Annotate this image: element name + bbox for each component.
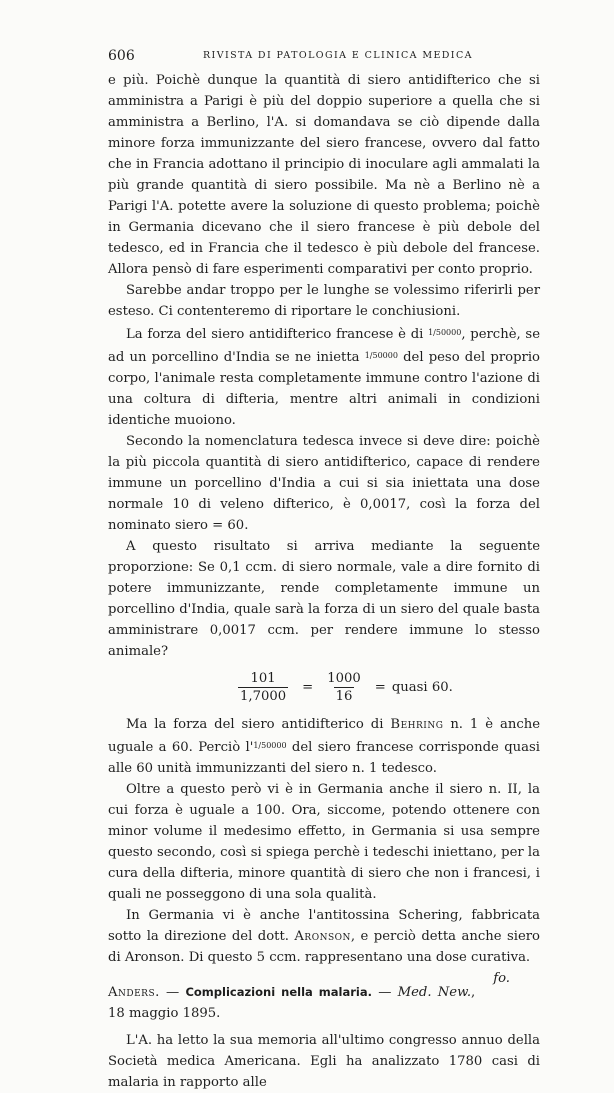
paragraph [108,905,540,986]
paragraph: Sarebbe andar troppo per le lunghe se volessimo riferirli per esteso. Ci contenteremo di riportare le conchiusioni. [108,283,540,319]
formula-result: quasi 60. [391,679,453,695]
journal-name: Med. New. [397,985,472,1000]
equals-sign: = [374,679,386,695]
text-run: , perchè, se ad un porcellino d'India se ne inietta [108,327,540,365]
numerator: 1000 [327,670,361,686]
fraction: 1/50000 [364,351,398,360]
paragraph: e più. Poichè dunque la quantità di siero antidifterico che si amministra a Parigi è più del doppio superiore a quella che si amministra a Berlino, l'A. si domandava se ciò dipende dalla minore forza immunizzante del siero francese, ovvero dal fatto che in Francia adottano il principio di inoculare agli ammalati la più grande quantità di siero possibile. Ma nè a Berlino nè a Parigi l'A. potette avere la soluzione di questo problema; poichè in Germania dicevano che il siero francese è più debole del tedesco, ed in Francia che il tedesco è più debole del francese. Allora pensò di fare esperimenti comparativi per conto proprio. [108,73,540,277]
fraction: 1/50000 [428,328,462,337]
running-title: RIVISTA DI PATOLOGIA E CLINICA MEDICA [203,50,473,61]
fraction: 1/50000 [253,741,287,750]
denominator: 1,7000 [240,688,287,704]
journal-date: , 18 maggio 1895. [108,985,476,1021]
page-number: 606 [108,48,135,64]
text-run: La forza del siero antidifterico francese è di [126,327,429,342]
denominator: 16 [335,688,353,704]
numerator: 101 [250,670,276,686]
author-name: Behring [390,717,444,732]
paragraph [108,322,540,431]
abstract-author: Anders. [108,985,160,1000]
dash: — [378,985,392,1000]
paragraph: Secondo la nomenclatura tedesca invece si deve dire: poichè la più piccola quantità di siero antidifterico, capace di rendere immune un porcellino d'India a cui si sia iniettata una dose normale 10 di veleno difterico, è 0,0017, così la forza del nominato siero = 60. [108,434,540,533]
equals-sign: = [302,679,314,695]
article-body [108,70,540,1093]
text-run: , e perciò detta anche siero di Aronson. Di questo 5 ccm. rappresentano una dose curativa. [108,929,540,965]
fraction-right [327,670,361,705]
abstract-title: Complicazioni nella malaria. [185,985,372,999]
page [108,48,540,1093]
text-run: Ma la forza del siero antidifterico di [126,717,391,732]
paragraph [108,714,540,779]
paragraph: Oltre a questo però vi è in Germania anche il siero n. II, la cui forza è uguale a 100. Ora, siccome, potendo ottenere con minor volume il medesimo effetto, in Germania si usa sempre questo secondo, così si spiega perchè i tedeschi iniettano, per la cura della difteria, minore quantità di siero che non i francesi, i quali ne posseggono di una sola qualità. [108,782,540,902]
signature: fo. [493,971,510,986]
abstract-heading [108,982,540,1024]
paragraph: A questo risultato si arriva mediante la seguente proporzione: Se 0,1 ccm. di siero normale, vale a dire fornito di potere immunizzante, rende completamente immune un porcellino d'India, quale sarà la forza di un siero del quale basta amministrare 0,0017 ccm. per rendere immune lo stesso animale? [108,539,540,659]
page-header [108,48,540,70]
text-run: del peso del proprio corpo, l'animale resta completamente immune contro l'azione di una coltura di difteria, mentre altri animali in condizioni identiche muoiono. [108,350,540,428]
text-run: n. 1 è anche uguale a 60. Perciò l' [108,717,541,755]
text-run: In Germania vi è anche l'antitossina Schering, fabbricata sotto la direzione del dott. [108,908,540,944]
text-run: del siero francese corrisponde quasi alle 60 unità immunizzanti del siero n. 1 tedesco. [108,740,540,776]
fraction-left [238,670,288,705]
proportion-formula [230,666,540,708]
dash: — [166,985,180,1000]
author-name: Aronson [294,929,351,944]
paragraph: L'A. ha letto la sua memoria all'ultimo congresso annuo della Società medica Americana. Egli ha analizzato 1780 casi di malaria in rapporto alle [108,1033,540,1090]
